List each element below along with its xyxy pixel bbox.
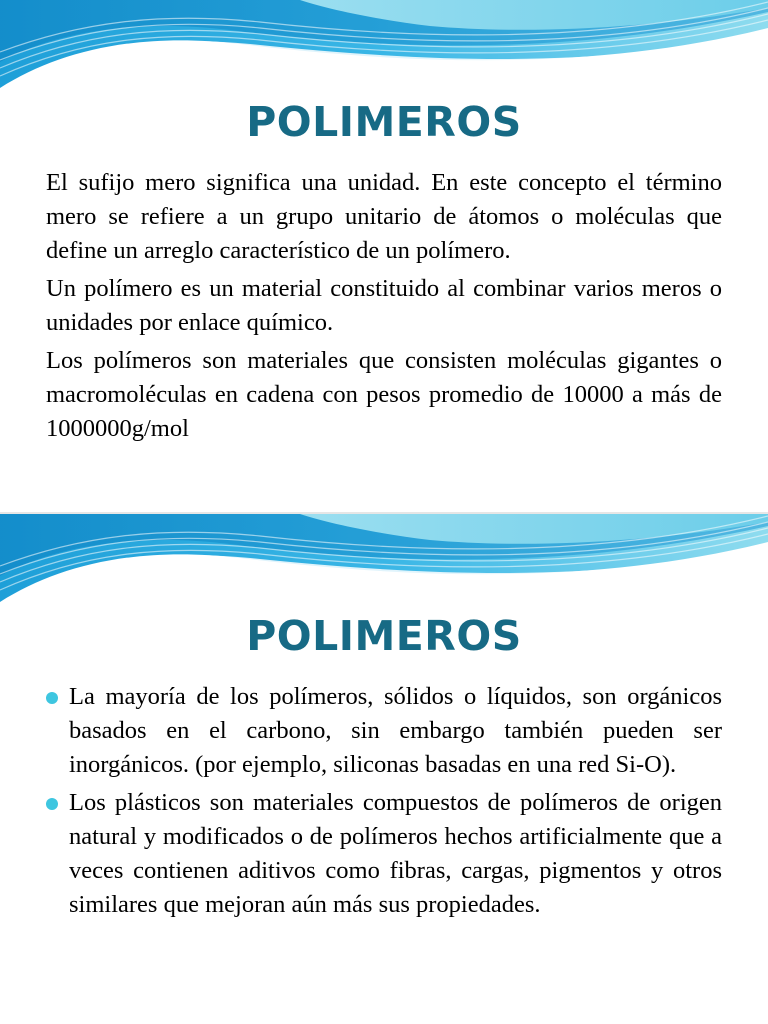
paragraph: El sufijo mero significa una unidad. En este concepto el término mero se refiere a un grupo unitario de átomos o moléculas que define un arreglo característico de un polímero.	[46, 169, 722, 264]
paragraph: Los polímeros son materiales que consisten moléculas gigantes o macromoléculas en cadena con pesos promedio de 10000 a más de 1000000g/mol	[46, 347, 722, 442]
bullet-text: La mayoría de los polímeros, sólidos o líquidos, son orgánicos basados en el carbono, sin embargo también pueden ser inorgánicos. (por ejemplo, siliconas basadas en una red Si-O).	[69, 683, 722, 778]
slide-title: POLIMEROS	[246, 98, 522, 146]
paragraph: Un polímero es un material constituido al combinar varios meros o unidades por enlace químico.	[46, 275, 722, 336]
slide-body	[46, 680, 722, 926]
bullet-text: Los plásticos son materiales compuestos de polímeros de origen natural y modificados o de polímeros hechos artificialmente que a veces contienen aditivos como fibras, cargas, pigmentos y otros similares que mejoran aún más sus propiedades.	[69, 789, 722, 918]
bullet-icon	[46, 798, 58, 810]
slide-2	[0, 512, 768, 1024]
slide-body	[46, 166, 722, 450]
slide-title: POLIMEROS	[246, 612, 522, 660]
bullet-list	[46, 680, 722, 922]
wave-banner	[0, 0, 768, 100]
bullet-icon	[46, 692, 58, 704]
wave-banner	[0, 514, 768, 614]
list-item	[46, 680, 722, 782]
list-item	[46, 786, 722, 922]
